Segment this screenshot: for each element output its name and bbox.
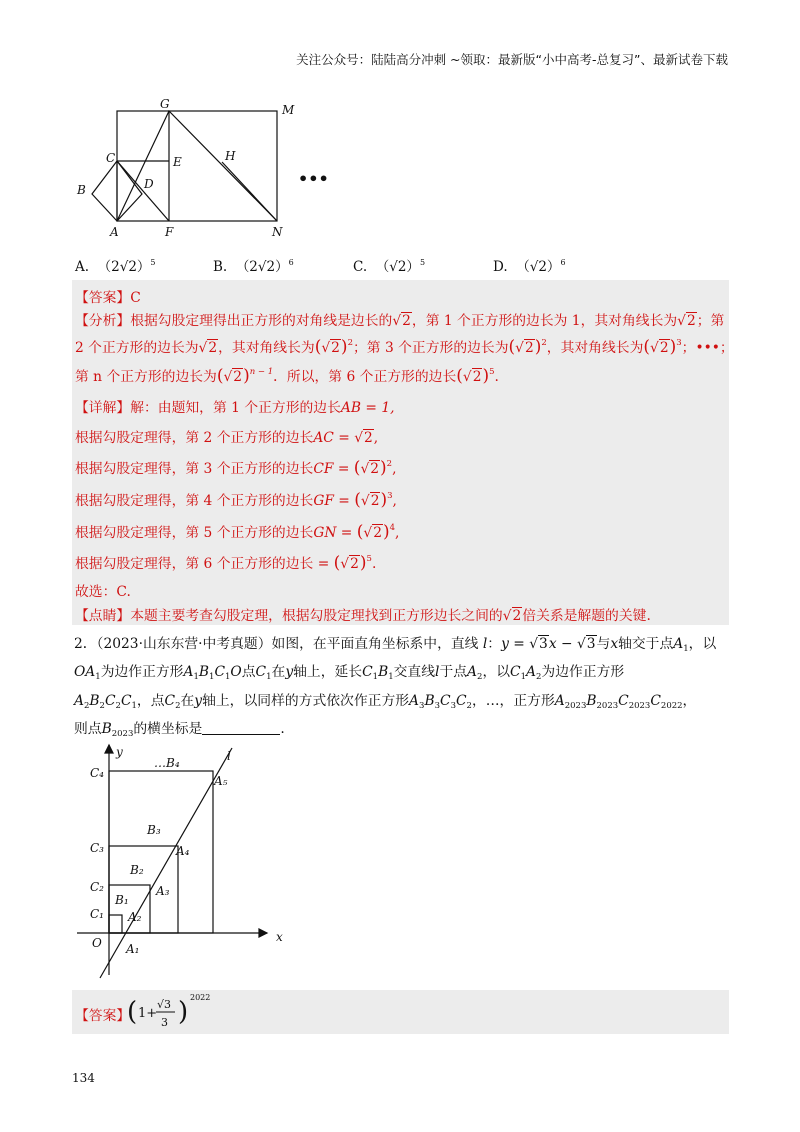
square-4 — [109, 771, 213, 933]
analysis-line-2: 2 个正方形的边长为√2，其对角线长为$(√2)^2$；第 3 个正方形的边长为$(√2)^2$，其对角线长为$(√2)^3$；•••； — [75, 337, 734, 357]
answer-line: 【答案】C — [75, 290, 141, 306]
answer-exponent: 2022 — [190, 993, 211, 1002]
answer-options — [75, 255, 735, 275]
option-a[interactable]: A. $(2√2)^5$ — [75, 258, 156, 275]
label-c3: C₃ — [90, 841, 104, 855]
label-c: C — [106, 151, 116, 165]
coordinate-squares-figure — [72, 740, 292, 980]
label-a5: A₅ — [214, 774, 228, 788]
label-b3: B₃ — [147, 823, 161, 837]
label-c1: C₁ — [90, 907, 104, 921]
answer-expression — [127, 990, 267, 1034]
x-axis-arrow — [259, 929, 267, 937]
answer-denominator: 3 — [161, 1016, 168, 1029]
detail-line-3: 根据勾股定理得，第 3 个正方形的边长CF = $(√2)^2$, — [75, 458, 397, 478]
detail-line-1: 【详解】解：由题知，第 1 个正方形的边长AB = 1, — [75, 400, 395, 416]
detail-line-6: 根据勾股定理得，第 6 个正方形的边长 = $(√2)^5$. — [75, 553, 377, 573]
label-a: A — [110, 225, 119, 239]
ellipsis: ••• — [298, 169, 329, 188]
right-paren: ) — [178, 997, 189, 1027]
label-g: G — [160, 97, 170, 111]
detail-line-4: 根据勾股定理得，第 4 个正方形的边长GF = $(√2)^3$, — [75, 490, 397, 510]
comment-line: 【点睛】本题主要考查勾股定理，根据勾股定理找到正方形边长之间的√2倍关系是解题的关键. — [75, 608, 651, 624]
label-c2: C₂ — [90, 880, 104, 894]
label-b: B — [77, 183, 86, 197]
choice-line: 故选：C. — [75, 584, 131, 600]
answer-blank[interactable] — [202, 722, 280, 735]
label-o: O — [92, 936, 102, 950]
label-f: F — [165, 225, 174, 239]
analysis-line-3: 第 n 个正方形的边长为$(√2)^{n - 1}$．所以，第 6 个正方形的边长$(√2)^5$. — [75, 366, 499, 386]
label-m: M — [282, 103, 295, 117]
label-n: N — [272, 225, 283, 239]
label-y: y — [116, 745, 123, 759]
page-number: 134 — [72, 1071, 95, 1085]
question-2-line-2: $OA_1$为边作正方形$A_1B_1C_1O$点$C_1$在y轴上，延长$C_1B_1$交直线l于点$A_2$，以$C_1A_2$为边作正方形 — [74, 664, 625, 682]
nested-squares-figure — [72, 96, 332, 241]
question-2-line-1: 2．（2023·山东东营·中考真题）如图，在平面直角坐标系中，直线 l：y = √3x − √3与x轴交于点$A_1$，以 — [74, 636, 717, 654]
label-h: H — [225, 149, 236, 163]
label-b1: B₁ — [115, 893, 129, 907]
left-paren: ( — [127, 997, 138, 1027]
analysis-line-1: 【分析】根据勾股定理得出正方形的对角线是边长的√2，第 1 个正方形的边长为 1，其对角线长为√2；第 — [75, 313, 725, 329]
line-hn — [222, 162, 277, 221]
detail-line-2: 根据勾股定理得，第 2 个正方形的边长AC = √2, — [75, 430, 379, 446]
option-c[interactable]: C. $(√2)^5$ — [353, 258, 426, 275]
label-b2: B₂ — [130, 863, 144, 877]
label-a4: A₄ — [176, 844, 190, 858]
page-header: 关注公众号：陆陆高分冲刺 ~领取：最新版“小中高考-总复习”、最新试卷下载 — [296, 52, 728, 67]
label-d: D — [144, 177, 154, 191]
solution-block-2 — [72, 990, 729, 1034]
question-2-line-4: 则点$B_{2023}$的横坐标是 . — [74, 721, 285, 739]
triangle-agn — [117, 111, 277, 221]
label-a1: A₁ — [126, 942, 140, 956]
y-axis-arrow — [105, 745, 113, 753]
line-l — [100, 748, 232, 978]
label-x: x — [276, 930, 283, 944]
answer-base: 1+ — [138, 1006, 158, 1021]
option-d[interactable]: D. $(√2)^6$ — [493, 258, 566, 275]
label-e: E — [173, 155, 182, 169]
detail-line-5: 根据勾股定理得，第 5 个正方形的边长GN = $(√2)^4$, — [75, 522, 400, 542]
square-1 — [109, 915, 122, 933]
solution-block-1 — [72, 280, 734, 625]
square-gmnf-outline — [117, 111, 277, 221]
label-b4: …B₄ — [154, 756, 180, 770]
answer-tag-2: 【答案】 — [75, 1008, 131, 1024]
label-l: l — [227, 749, 231, 763]
option-b[interactable]: B. $(2√2)^6$ — [213, 258, 294, 275]
label-a3: A₃ — [156, 884, 170, 898]
question-2-line-3: $A_2B_2C_2C_1$，点$C_2$在y轴上，以同样的方式依次作正方形$A_3B_3C_3C_2$，…，正方形$A_{2023}B_{2023}C_{2023}C_{2022}$， — [74, 693, 697, 711]
label-a2: A₂ — [128, 910, 142, 924]
answer-numerator: √3 — [157, 998, 172, 1011]
label-c4: C₄ — [90, 766, 104, 780]
